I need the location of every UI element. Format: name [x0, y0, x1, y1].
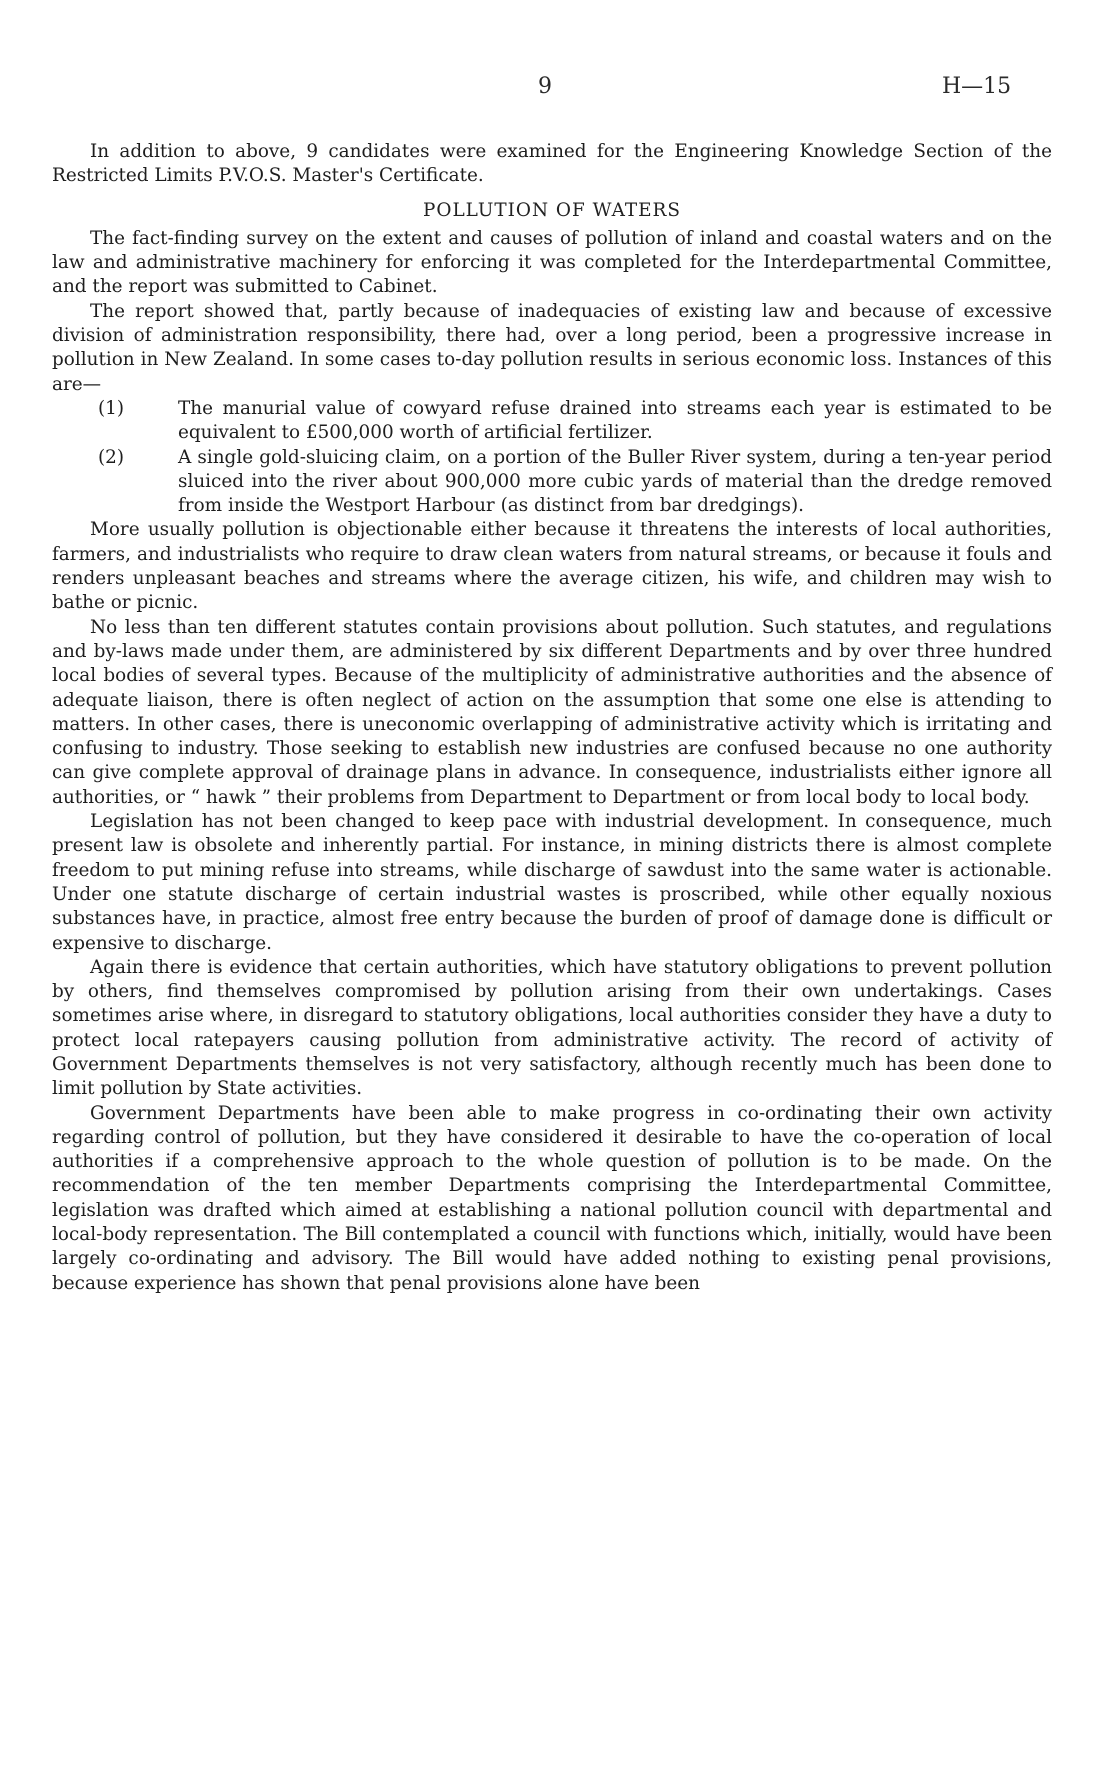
body-paragraph: More usually pollution is objectionable either because it threatens the interests of local authorities, farmers, and industrialists who require to draw clean waters from natural streams, or because it fouls and renders unpleasant beaches and streams where the average citizen, his wife, and children may wish to bathe or picnic. [52, 519, 1052, 614]
list-item [52, 446, 1052, 519]
list-item-text: A single gold-sluicing claim, on a portion of the Buller River system, during a ten-year period sluiced into the river about 900,000 more cubic yards of material than the dredge removed from inside the Westport Harbour (as distinct from bar dredgings). [178, 446, 1052, 517]
body-paragraph: Government Departments have been able to make progress in co-ordinating their own activity regarding control of pollution, but they have considered it desirable to have the co-operation of local authorities if a comprehensive approach to the whole question of pollution is to be made. On the recommendation of the ten member Departments comprising the Interdepartmental Committee, legislation was drafted which aimed at establishing a national pollution council with departmental and local-body representation. The Bill contemplated a council with functions which, initially, would have been largely co-ordinating and advisory. The Bill would have added nothing to existing penal provisions, because experience has shown that penal provisions alone have been [52, 1102, 1052, 1294]
document-body [52, 140, 1052, 1296]
list-item [52, 397, 1052, 446]
body-paragraph: Legislation has not been changed to keep pace with industrial development. In consequence, much present law is obsolete and inherently partial. For instance, in mining districts there is almost complete freedom to put mining refuse into streams, while discharge of sawdust into the same water is actionable. Under one statute discharge of certain industrial wastes is proscribed, while other equally noxious substances have, in practice, almost free entry because the burden of proof of damage done is difficult or expensive to discharge. [52, 811, 1052, 954]
body-paragraph: Again there is evidence that certain authorities, which have statutory obligations to prevent pollution by others, find themselves compromised by pollution arising from their own undertakings. Cases sometimes arise where, in disregard to statutory obligations, local authorities consider they have a duty to protect local ratepayers causing pollution from administrative activity. The record of activity of Government Departments themselves is not very satisfactory, although recently much has been done to limit pollution by State activities. [52, 956, 1052, 1100]
body-paragraph: No less than ten different statutes contain provisions about pollution. Such statutes, and regulations and by-laws made under them, are administered by six different Departments and by over three hundred local bodies of several types. Because of the multiplicity of administrative authorities and the absence of adequate liaison, there is often neglect of action on the assumption that some one else is attending to matters. In other cases, there is uneconomic overlapping of administrative activity which is irritating and confusing to industry. Those seeking to establish new industries are confused because no one authority can give complete approval of drainage plans in advance. In consequence, industrialists either ignore all authorities, or “ hawk ” their problems from Department to Department or from local body to local body. [52, 616, 1052, 808]
list-item-number: (1) [98, 397, 125, 419]
page-number: 9 [538, 74, 552, 99]
body-paragraph: The report showed that, partly because of inadequacies of existing law and because of excessive division of administration responsibility, there had, over a long period, been a progressive increase in pollution in New Zealand. In some cases to-day pollution results in serious economic loss. Instances of this are— [52, 300, 1052, 395]
intro-paragraph: In addition to above, 9 candidates were examined for the Engineering Knowledge Section of the Restricted Limits P.V.O.S. Master's Certificate. [52, 141, 1052, 187]
body-paragraph: The fact-finding survey on the extent and causes of pollution of inland and coastal waters and on the law and administrative machinery for enforcing it was completed for the Interdepartmental Committee, and the report was submitted to Cabinet. [52, 227, 1052, 298]
page-header [0, 74, 1114, 100]
document-reference: H—15 [942, 74, 1012, 99]
section-heading: POLLUTION OF WATERS [423, 199, 681, 221]
list-item-number: (2) [98, 446, 125, 468]
list-item-text: The manurial value of cowyard refuse drained into streams each year is estimated to be equivalent to £500,000 worth of artificial fertilizer. [178, 397, 1052, 444]
